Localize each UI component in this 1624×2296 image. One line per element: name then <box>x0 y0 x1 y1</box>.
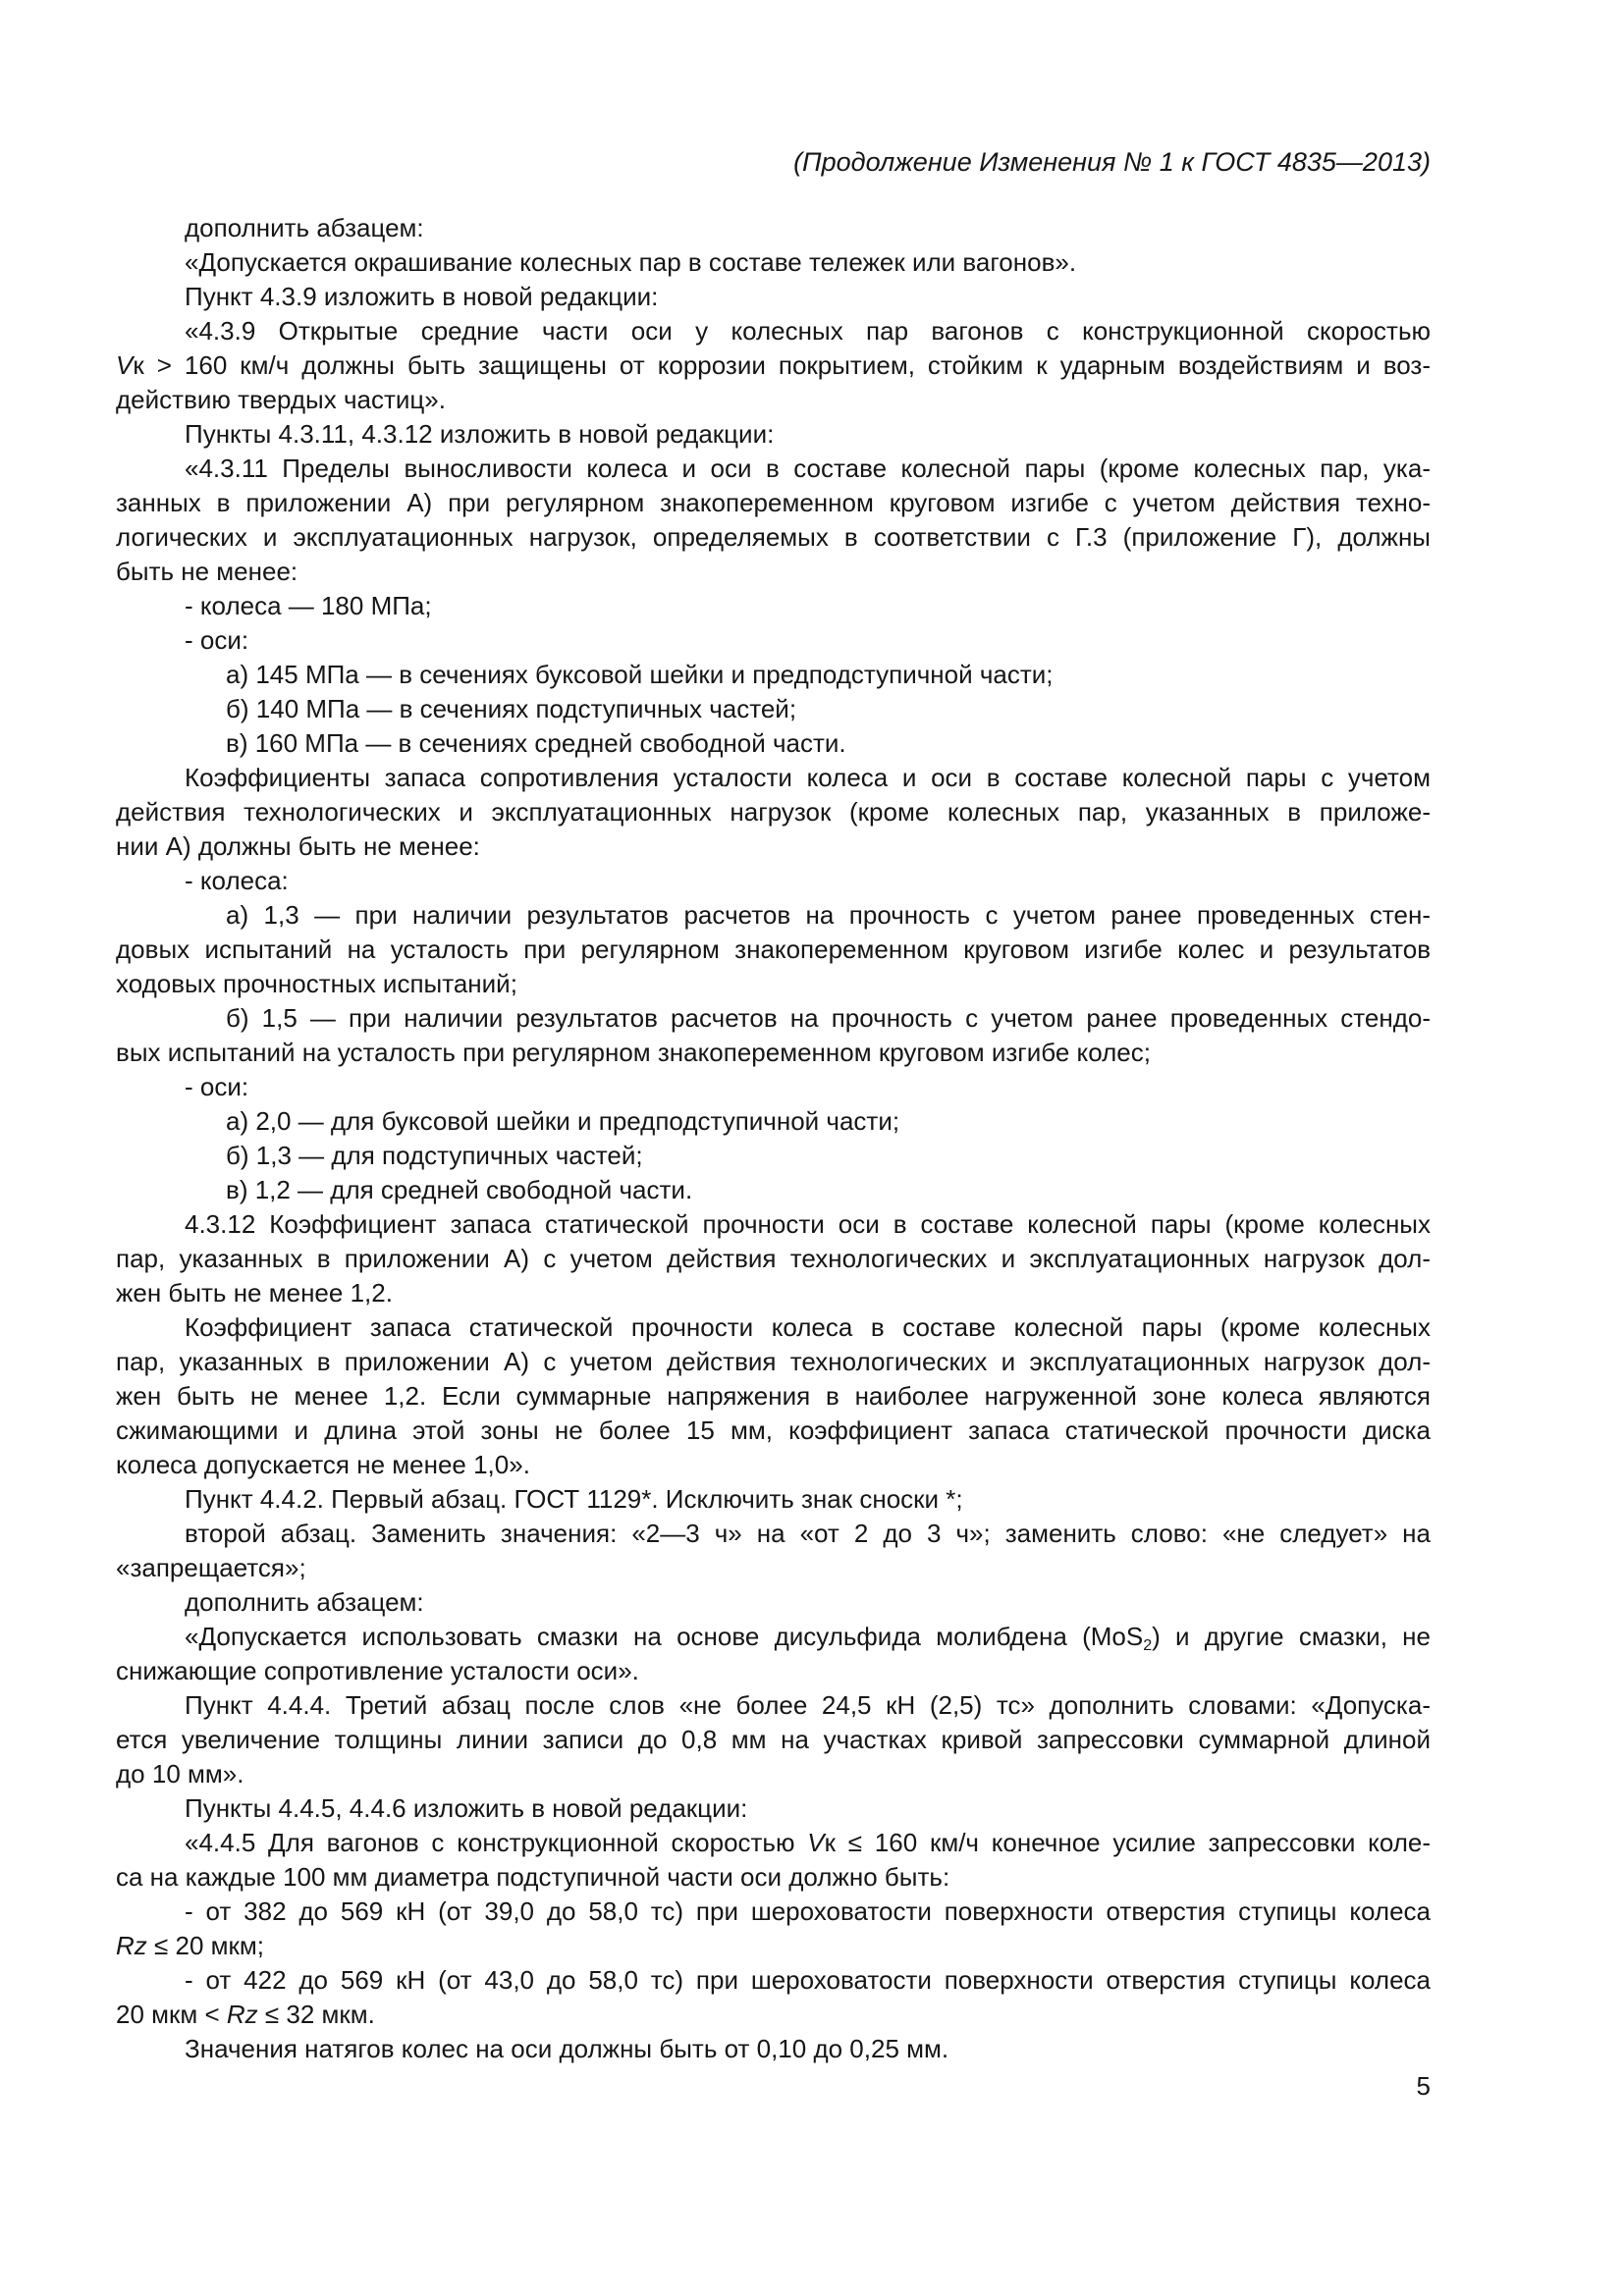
text-line: Пункты 4.4.5, 4.4.6 изложить в новой редакции: <box>185 1793 748 1823</box>
text-line: а) 145 МПа — в сечениях буксовой шейки и предподступичной части; <box>226 660 1054 689</box>
text-line: сжимающими и длина этой зоны не более 15 мм, коэффициент запаса статической прочности диска <box>116 1415 1431 1445</box>
text-line: жен быть не менее 1,2. <box>116 1278 393 1308</box>
text-line: «Допускается использовать смазки на основе дисульфида молибдена (MoS$_2$) и другие смазки, не <box>185 1622 1431 1654</box>
text-line: действия технологических и эксплуатационных нагрузок (кроме колесных пар, указанных в приложе- <box>116 797 1431 827</box>
text-line: ется увеличение толщины линии записи до 0,8 мм на участках кривой запрессовки суммарной длиной <box>116 1725 1431 1754</box>
text-line: второй абзац. Заменить значения: «2—3 ч» на «от 2 до 3 ч»; заменить слово: «не следует» на <box>185 1519 1431 1548</box>
text-line: Vк > 160 км/ч должны быть защищены от коррозии покрытием, стойким к ударным воздействиям и воз- <box>116 350 1431 380</box>
text-line: Пункты 4.3.11, 4.3.12 изложить в новой редакции: <box>185 419 775 449</box>
text-line: - колеса: <box>185 866 289 895</box>
text-line: в) 1,2 — для средней свободной части. <box>226 1175 693 1204</box>
text-line: «4.4.5 Для вагонов с конструкционной скоростью Vк ≤ 160 км/ч конечное усилие запрессовки коле- <box>185 1828 1431 1857</box>
text-line: са на каждые 100 мм диаметра подступичной части оси должно быть: <box>116 1862 950 1892</box>
text-line: действию твердых частиц». <box>116 385 446 414</box>
text-line: дополнить абзацем: <box>185 1587 424 1617</box>
text-line: жен быть не менее 1,2. Если суммарные напряжения в наиболее нагруженной зоне колеса являются <box>116 1381 1431 1411</box>
page-number: 5 <box>1416 2071 1431 2101</box>
text-line: - оси: <box>185 625 249 655</box>
text-line: до 10 мм». <box>116 1759 244 1789</box>
text-line: снижающие сопротивление усталости оси». <box>116 1656 639 1685</box>
text-line: б) 1,3 — для подступичных частей; <box>226 1141 643 1170</box>
text-line: Коэффициенты запаса сопротивления усталости колеса и оси в составе колесной пары с учетом <box>185 763 1431 792</box>
header-note: (Продолжение Изменения № 1 к ГОСТ 4835—2013) <box>793 147 1431 177</box>
text-line: «запрещается»; <box>116 1553 306 1582</box>
text-line: довых испытаний на усталость при регулярном знакопеременном круговом изгибе колес и результатов <box>116 934 1431 964</box>
text-line: пар, указанных в приложении А) с учетом действия технологических и эксплуатационных нагрузок дол- <box>116 1347 1431 1376</box>
text-line: а) 2,0 — для буксовой шейки и предподступичной части; <box>226 1106 900 1136</box>
text-line: в) 160 МПа — в сечениях средней свободной части. <box>226 728 846 758</box>
text-line: а) 1,3 — при наличии результатов расчетов на прочность с учетом ранее проведенных стен- <box>226 900 1431 930</box>
text-line: 4.3.12 Коэффициент запаса статической прочности оси в составе колесной пары (кроме колесных <box>185 1209 1431 1239</box>
text-line: Пункт 4.3.9 изложить в новой редакции: <box>185 282 659 311</box>
text-line: нии А) должны быть не менее: <box>116 831 480 861</box>
text-line: колеса допускается не менее 1,0». <box>116 1450 530 1479</box>
text-line: «4.3.9 Открытые средние части оси у колесных пар вагонов с конструкционной скоростью <box>185 316 1431 346</box>
text-line: - оси: <box>185 1072 249 1101</box>
text-line: дополнить абзацем: <box>185 213 424 242</box>
text-line: 20 мкм < Rz ≤ 32 мкм. <box>116 2000 375 2029</box>
text-line: занных в приложении А) при регулярном знакопеременном круговом изгибе с учетом действия техно- <box>116 488 1431 517</box>
text-line: б) 1,5 — при наличии результатов расчетов на прочность с учетом ранее проведенных стендо- <box>226 1003 1431 1033</box>
text-line: Коэффициент запаса статической прочности колеса в составе колесной пары (кроме колесных <box>185 1312 1431 1342</box>
text-line: Значения натягов колес на оси должны быть от 0,10 до 0,25 мм. <box>185 2034 949 2063</box>
text-line: - от 422 до 569 кН (от 43,0 до 58,0 тс) при шероховатости поверхности отверстия ступицы колеса <box>185 1965 1431 1995</box>
text-line: б) 140 МПа — в сечениях подступичных частей; <box>226 694 797 723</box>
text-line: - колеса — 180 МПа; <box>185 591 432 620</box>
text-line: Пункт 4.4.4. Третий абзац после слов «не более 24,5 кН (2,5) тс» дополнить словами: «Допуска- <box>185 1690 1431 1720</box>
document-body <box>116 211 1431 2066</box>
text-line: Rz ≤ 20 мкм; <box>116 1931 264 1960</box>
text-line: вых испытаний на усталость при регулярном знакопеременном круговом изгибе колес; <box>116 1038 1151 1067</box>
text-line: логических и эксплуатационных нагрузок, определяемых в соответствии с Г.3 (приложение Г), должны <box>116 522 1431 552</box>
text-line: ходовых прочностных испытаний; <box>116 969 517 998</box>
text-line: «4.3.11 Пределы выносливости колеса и оси в составе колесной пары (кроме колесных пар, ука- <box>185 454 1431 483</box>
text-line: Пункт 4.4.2. Первый абзац. ГОСТ 1129*. Исключить знак сноски *; <box>185 1484 963 1514</box>
text-line: быть не менее: <box>116 557 298 586</box>
text-line: пар, указанных в приложении А) с учетом действия технологических и эксплуатационных нагрузок дол- <box>116 1244 1431 1273</box>
text-line: «Допускается окрашивание колесных пар в составе тележек или вагонов». <box>185 247 1077 277</box>
text-line: - от 382 до 569 кН (от 39,0 до 58,0 тс) при шероховатости поверхности отверстия ступицы колеса <box>185 1896 1431 1926</box>
